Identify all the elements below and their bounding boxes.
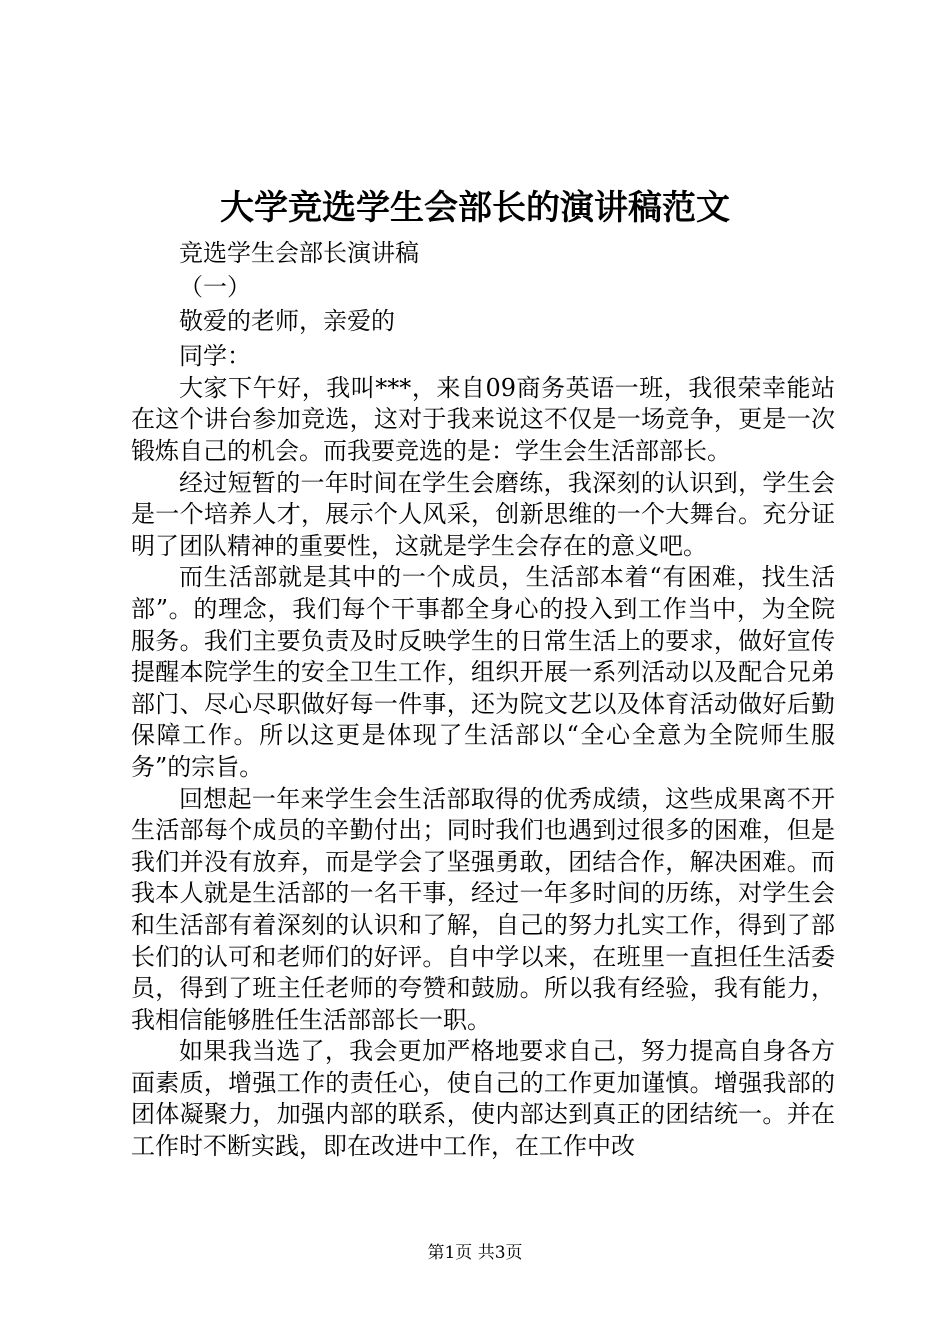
document-title: 大学竞选学生会部长的演讲稿范文 — [220, 188, 730, 228]
paragraph-experience: 经过短暂的一年时间在学生会磨练，我深刻的认识到，学生会是一个培养人才，展示个人风采，创新思维的一个大舞台。充分证明了团队精神的重要性，这就是学生会存在的意义吧。 — [131, 468, 835, 560]
paragraph-plan: 如果我当选了，我会更加严格地要求自己，努力提高自身各方面素质，增强工作的责任心，使自己的工作更加谨慎。增强我部的团体凝聚力，加强内部的联系，使内部达到真正的团结统一。并在工作时不断实践，即在改进中工作，在工作中改 — [131, 1037, 835, 1161]
speech-subtitle: 竞选学生会部长演讲稿 — [179, 239, 419, 267]
paragraph-department: 而生活部就是其中的一个成员，生活部本着“有困难，找生活部”。的理念，我们每个干事都全身心的投入到工作当中，为全院服务。我们主要负责及时反映学生的日常生活上的要求，做好宣传提醒本院学生的安全卫生工作，组织开展一系列活动以及配合兄弟部门、尽心尽职做好每一件事，还为院文艺以及体育活动做好后勤保障工作。所以这更是体现了生活部以“全心全意为全院师生服务”的宗旨。 — [131, 563, 835, 781]
salutation-line-1: 敬爱的老师，亲爱的 — [179, 307, 395, 336]
paragraph-introduction: 大家下午好，我叫***，来自09商务英语一班，我很荣幸能站在这个讲台参加竞选，这对于我来说这不仅是一场竞争，更是一次锻炼自己的机会。而我要竞选的是：学生会生活部部长。 — [131, 373, 835, 465]
document-body — [131, 236, 835, 1163]
section-number: （一） — [179, 273, 251, 302]
paragraph-review: 回想起一年来学生会生活部取得的优秀成绩，这些成果离不开生活部每个成员的辛勤付出；同时我们也遇到过很多的困难，但是我们并没有放弃，而是学会了坚强勇敢，团结合作，解决困难。而我本人就是生活部的一名干事，经过一年多时间的历练，对学生会和生活部有着深刻的认识和了解，自己的努力扎实工作，得到了部长们的认可和老师们的好评。自中学以来，在班里一直担任生活委员，得到了班主任老师的夸赞和鼓励。所以我有经验，我有能力，我相信能够胜任生活部部长一职。 — [131, 784, 835, 1034]
page-number: 第1页 共3页 — [427, 1243, 523, 1263]
salutation-line-2: 同学： — [179, 341, 251, 370]
